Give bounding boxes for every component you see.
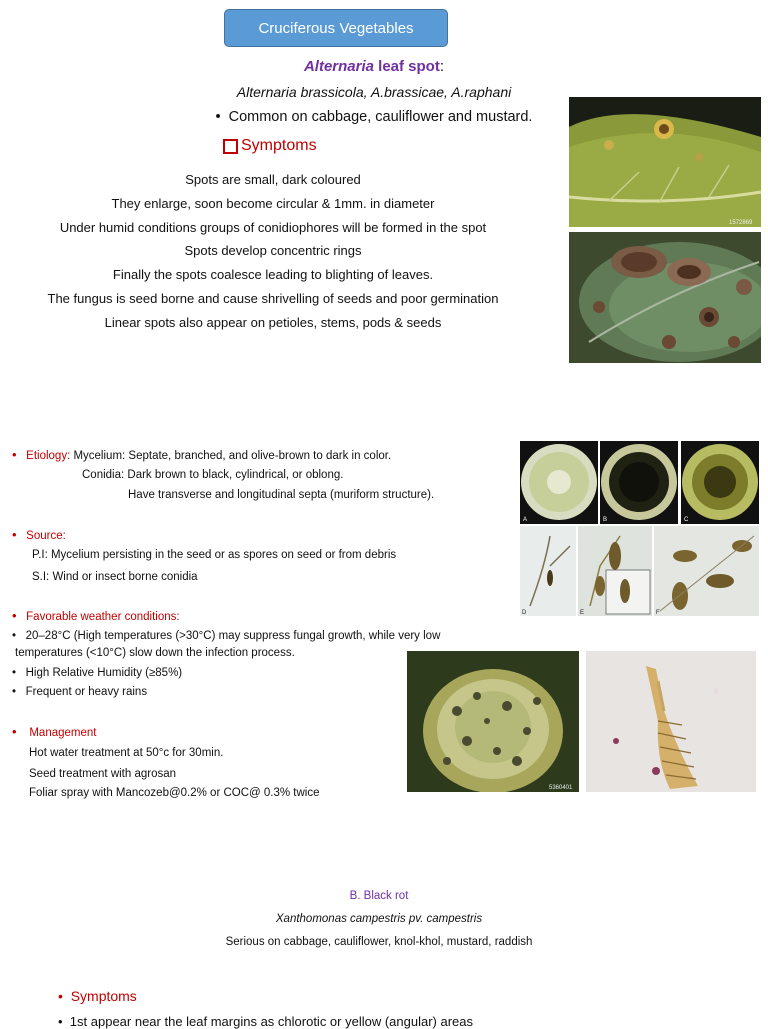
- bullet-icon: •: [215, 109, 221, 125]
- symptoms-list: [0, 168, 546, 335]
- symptom-line: Spots are small, dark coloured: [185, 172, 361, 187]
- symptom-line: Linear spots also appear on petioles, stems, pods & seeds: [104, 314, 442, 330]
- panel-label-c: C: [684, 517, 689, 523]
- disease-heading: [0, 58, 748, 75]
- black-rot-hosts: Serious on cabbage, cauliflower, knol-khol, mustard, raddish: [225, 936, 533, 948]
- management-item: Seed treatment with agrosan: [29, 768, 177, 780]
- bullet-icon: •: [12, 667, 17, 679]
- bullet-icon: •: [58, 988, 63, 1004]
- black-rot-first-symptom: [58, 1014, 473, 1029]
- panel-label-e: E: [580, 610, 585, 616]
- weather-heading: [12, 609, 180, 624]
- weather-temperature-cont: temperatures (<10°C) slow down the infection process.: [15, 647, 295, 659]
- bullet-icon: •: [12, 608, 17, 623]
- source-secondary: S.I: Wind or insect borne conidia: [32, 571, 198, 583]
- disease-colon: :: [439, 58, 445, 75]
- concentric-spots-photo: [569, 232, 761, 363]
- symptom-line: They enlarge, soon become circular & 1mm. in diameter: [111, 195, 435, 211]
- cabbage-leaf-spots-photo: [407, 651, 579, 792]
- petri-dish-cultures-photo: [520, 441, 759, 524]
- bullet-icon: •: [12, 724, 17, 739]
- panel-label-a: A: [523, 517, 528, 523]
- disease-genus: Alternaria: [303, 58, 374, 75]
- black-rot-symptoms-label: Symptoms: [70, 988, 137, 1004]
- panel-label-f: F: [656, 610, 660, 616]
- leaf-spot-photo: [569, 97, 761, 227]
- management-item: Hot water treatment at 50°c for 30min.: [29, 747, 224, 759]
- disease-name-rest: leaf spot: [374, 58, 440, 75]
- panel-label-b: B: [603, 517, 608, 523]
- weather-temperature-text: 20–28°C (High temperatures (>30°C) may suppress fungal growth, while very low: [25, 630, 441, 642]
- symptom-line: The fungus is seed borne and cause shrivelling of seeds and poor germination: [47, 290, 499, 306]
- weather-rain: [12, 685, 147, 699]
- pathogen-names: Alternaria brassicola, A.brassicae, A.raphani: [236, 84, 512, 100]
- symptoms-heading: [223, 137, 317, 155]
- black-rot-first-symptom-text: 1st appear near the leaf margins as chlorotic or yellow (angular) areas: [69, 1014, 473, 1029]
- weather-humidity-text: High Relative Humidity (≥85%): [25, 667, 183, 679]
- photo-id-text: 1572869: [729, 220, 753, 226]
- black-rot-symptoms-heading: [58, 988, 137, 1004]
- etiology-line-1: [12, 448, 391, 463]
- checkbox-bullet-icon: [223, 139, 238, 154]
- symptom-line: Finally the spots coalesce leading to blighting of leaves.: [112, 267, 434, 283]
- management-item: Foliar spray with Mancozeb@0.2% or COC@ 0.3% twice: [29, 787, 320, 799]
- source-label: Source:: [26, 530, 66, 542]
- bullet-icon: •: [12, 630, 17, 642]
- source-heading: [12, 528, 66, 543]
- single-conidium-micrograph: [586, 651, 756, 792]
- etiology-label: Etiology:: [26, 450, 71, 462]
- panel-label-d: D: [522, 610, 527, 616]
- black-rot-pathogen: Xanthomonas campestris pv. campestris: [275, 913, 483, 925]
- source-primary: P.I: Mycelium persisting in the seed or as spores on seed or from debris: [32, 549, 397, 561]
- bullet-icon: •: [12, 447, 17, 462]
- symptom-line: Spots develop concentric rings: [184, 243, 362, 259]
- photo-id-text: 5360401: [549, 785, 573, 791]
- weather-label: Favorable weather conditions:: [26, 611, 180, 623]
- symptom-line: Under humid conditions groups of conidiophores will be formed in the spot: [59, 219, 487, 235]
- bullet-icon: •: [58, 1014, 63, 1029]
- weather-rain-text: Frequent or heavy rains: [25, 686, 148, 698]
- symptoms-heading-text: Symptoms: [241, 137, 317, 154]
- weather-humidity: [12, 666, 182, 680]
- host-range-text: Common on cabbage, cauliflower and mustard.: [228, 109, 533, 125]
- management-label: Management: [29, 727, 97, 739]
- management-heading: [12, 725, 96, 740]
- etiology-mycelium: Mycelium: Septate, branched, and olive-brown to dark in color.: [70, 450, 392, 462]
- black-rot-title: B. Black rot: [349, 890, 409, 902]
- page-title: Cruciferous Vegetables: [224, 9, 448, 47]
- etiology-septa: Have transverse and longitudinal septa (muriform structure).: [128, 489, 435, 501]
- conidia-micrograph-photo: [520, 526, 759, 616]
- bullet-icon: •: [12, 527, 17, 542]
- etiology-conidia: Conidia: Dark brown to black, cylindrical, or oblong.: [82, 469, 344, 481]
- bullet-icon: •: [12, 686, 17, 698]
- weather-temperature: [12, 629, 440, 643]
